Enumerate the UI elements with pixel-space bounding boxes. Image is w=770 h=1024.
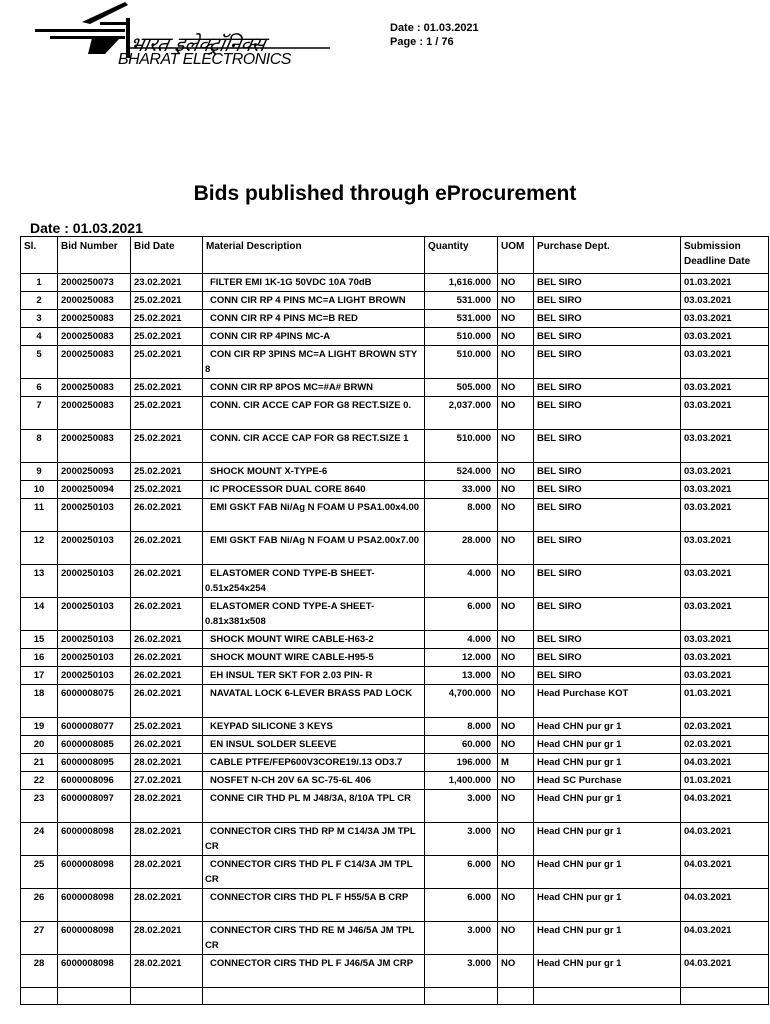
row-quantity: 4.000 <box>425 631 498 649</box>
row-uom: NO <box>498 889 534 922</box>
row-uom: NO <box>498 685 534 718</box>
row-bid-number: 2000250083 <box>58 328 131 346</box>
row-purchase-dept: Head CHN pur gr 1 <box>534 955 681 988</box>
empty-cell <box>534 988 681 1005</box>
row-sl: 20 <box>21 736 58 754</box>
row-uom: NO <box>498 667 534 685</box>
row-sl: 6 <box>21 379 58 397</box>
row-bid-number: 6000008096 <box>58 772 131 790</box>
row-bid-number: 2000250103 <box>58 649 131 667</box>
table-row <box>21 685 769 718</box>
row-bid-number: 2000250083 <box>58 430 131 463</box>
row-bid-date: 26.02.2021 <box>131 499 203 532</box>
row-bid-number: 6000008075 <box>58 685 131 718</box>
logo-hindi-text: भारत इलेक्ट्रॉनिक्स <box>127 32 268 56</box>
row-bid-date: 26.02.2021 <box>131 532 203 565</box>
row-purchase-dept: BEL SIRO <box>534 598 681 631</box>
row-sl: 8 <box>21 430 58 463</box>
empty-cell <box>498 988 534 1005</box>
table-row <box>21 790 769 823</box>
row-purchase-dept: BEL SIRO <box>534 430 681 463</box>
row-purchase-dept: Head CHN pur gr 1 <box>534 823 681 856</box>
row-bid-date: 26.02.2021 <box>131 565 203 598</box>
row-quantity: 196.000 <box>425 754 498 772</box>
row-bid-date: 25.02.2021 <box>131 481 203 499</box>
row-bid-number: 2000250073 <box>58 274 131 292</box>
row-quantity: 8.000 <box>425 718 498 736</box>
row-quantity: 6.000 <box>425 889 498 922</box>
row-purchase-dept: BEL SIRO <box>534 565 681 598</box>
row-material-description: CONNE CIR THD PL M J48/3A, 8/10A TPL CR <box>203 790 425 823</box>
row-material-description: NOSFET N-CH 20V 6A SC-75-6L 406 <box>203 772 425 790</box>
empty-cell <box>203 988 425 1005</box>
row-bid-date: 26.02.2021 <box>131 598 203 631</box>
row-material-description: CONN. CIR ACCE CAP FOR G8 RECT.SIZE 0. <box>203 397 425 430</box>
table-row <box>21 598 769 631</box>
row-sl: 3 <box>21 310 58 328</box>
row-submission-deadline: 04.03.2021 <box>681 823 769 856</box>
row-bid-number: 6000008098 <box>58 856 131 889</box>
table-row <box>21 736 769 754</box>
table-body <box>21 274 769 1005</box>
row-purchase-dept: BEL SIRO <box>534 346 681 379</box>
row-submission-deadline: 02.03.2021 <box>681 718 769 736</box>
row-purchase-dept: Head CHN pur gr 1 <box>534 922 681 955</box>
page-number: Page : 1 / 76 <box>390 36 454 48</box>
row-bid-date: 28.02.2021 <box>131 823 203 856</box>
row-quantity: 6.000 <box>425 856 498 889</box>
row-purchase-dept: BEL SIRO <box>534 649 681 667</box>
row-material-description: CONNECTOR CIRS THD PL F H55/5A B CRP <box>203 889 425 922</box>
row-purchase-dept: Head CHN pur gr 1 <box>534 856 681 889</box>
col-header-purchase-dept: Purchase Dept. <box>534 237 681 274</box>
row-bid-date: 26.02.2021 <box>131 667 203 685</box>
table-row <box>21 772 769 790</box>
row-quantity: 3.000 <box>425 955 498 988</box>
row-uom: NO <box>498 922 534 955</box>
row-quantity: 510.000 <box>425 346 498 379</box>
row-quantity: 6.000 <box>425 598 498 631</box>
row-quantity: 4.000 <box>425 565 498 598</box>
row-bid-date: 25.02.2021 <box>131 346 203 379</box>
row-sl: 14 <box>21 598 58 631</box>
row-submission-deadline: 03.03.2021 <box>681 499 769 532</box>
row-sl: 28 <box>21 955 58 988</box>
row-submission-deadline: 03.03.2021 <box>681 649 769 667</box>
row-uom: NO <box>498 565 534 598</box>
row-sl: 24 <box>21 823 58 856</box>
row-uom: NO <box>498 718 534 736</box>
table-row <box>21 823 769 856</box>
row-material-description: CONNECTOR CIRS THD PL F J46/5A JM CRP <box>203 955 425 988</box>
table-row <box>21 922 769 955</box>
row-submission-deadline: 04.03.2021 <box>681 955 769 988</box>
row-sl: 25 <box>21 856 58 889</box>
row-purchase-dept: BEL SIRO <box>534 397 681 430</box>
row-submission-deadline: 01.03.2021 <box>681 772 769 790</box>
row-material-description: CONNECTOR CIRS THD RP M C14/3A JM TPL CR <box>203 823 425 856</box>
row-bid-date: 25.02.2021 <box>131 430 203 463</box>
row-material-description: KEYPAD SILICONE 3 KEYS <box>203 718 425 736</box>
row-bid-number: 2000250103 <box>58 598 131 631</box>
page-title: Bids published through eProcurement <box>193 182 577 205</box>
row-material-description: NAVATAL LOCK 6-LEVER BRASS PAD LOCK <box>203 685 425 718</box>
row-purchase-dept: BEL SIRO <box>534 481 681 499</box>
row-purchase-dept: BEL SIRO <box>534 499 681 532</box>
row-quantity: 13.000 <box>425 667 498 685</box>
row-purchase-dept: Head CHN pur gr 1 <box>534 790 681 823</box>
row-quantity: 524.000 <box>425 463 498 481</box>
row-material-description: CONNECTOR CIRS THD RE M J46/5A JM TPL CR <box>203 922 425 955</box>
row-quantity: 60.000 <box>425 736 498 754</box>
row-sl: 27 <box>21 922 58 955</box>
row-submission-deadline: 03.03.2021 <box>681 598 769 631</box>
row-bid-date: 28.02.2021 <box>131 856 203 889</box>
row-submission-deadline: 03.03.2021 <box>681 565 769 598</box>
row-bid-number: 2000250103 <box>58 499 131 532</box>
row-uom: NO <box>498 790 534 823</box>
row-bid-date: 28.02.2021 <box>131 790 203 823</box>
row-bid-number: 2000250103 <box>58 565 131 598</box>
row-purchase-dept: Head CHN pur gr 1 <box>534 736 681 754</box>
empty-cell <box>131 988 203 1005</box>
row-sl: 19 <box>21 718 58 736</box>
row-bid-number: 6000008085 <box>58 736 131 754</box>
row-material-description: CONN CIR RP 4 PINS MC=A LIGHT BROWN <box>203 292 425 310</box>
table-row <box>21 463 769 481</box>
row-bid-number: 6000008097 <box>58 790 131 823</box>
row-sl: 10 <box>21 481 58 499</box>
row-uom: NO <box>498 772 534 790</box>
row-sl: 9 <box>21 463 58 481</box>
row-uom: NO <box>498 292 534 310</box>
row-quantity: 28.000 <box>425 532 498 565</box>
row-bid-date: 23.02.2021 <box>131 274 203 292</box>
row-submission-deadline: 04.03.2021 <box>681 922 769 955</box>
row-submission-deadline: 03.03.2021 <box>681 667 769 685</box>
row-bid-number: 6000008095 <box>58 754 131 772</box>
row-bid-number: 2000250083 <box>58 346 131 379</box>
row-submission-deadline: 03.03.2021 <box>681 397 769 430</box>
row-quantity: 3.000 <box>425 823 498 856</box>
bids-table <box>20 236 769 1005</box>
row-material-description: CONN CIR RP 4PINS MC-A <box>203 328 425 346</box>
row-quantity: 33.000 <box>425 481 498 499</box>
row-uom: NO <box>498 328 534 346</box>
row-bid-date: 25.02.2021 <box>131 310 203 328</box>
row-bid-date: 28.02.2021 <box>131 922 203 955</box>
row-uom: NO <box>498 463 534 481</box>
row-submission-deadline: 03.03.2021 <box>681 379 769 397</box>
row-material-description: FILTER EMI 1K-1G 50VDC 10A 70dB <box>203 274 425 292</box>
row-bid-date: 26.02.2021 <box>131 736 203 754</box>
row-bid-date: 25.02.2021 <box>131 397 203 430</box>
row-quantity: 510.000 <box>425 430 498 463</box>
row-sl: 1 <box>21 274 58 292</box>
report-date: Date : 01.03.2021 <box>30 220 143 236</box>
row-purchase-dept: Head CHN pur gr 1 <box>534 754 681 772</box>
row-quantity: 505.000 <box>425 379 498 397</box>
row-material-description: CONNECTOR CIRS THD PL F C14/3A JM TPL CR <box>203 856 425 889</box>
row-sl: 23 <box>21 790 58 823</box>
row-material-description: CON CIR RP 3PINS MC=A LIGHT BROWN STY 8 <box>203 346 425 379</box>
row-uom: NO <box>498 481 534 499</box>
row-quantity: 510.000 <box>425 328 498 346</box>
row-quantity: 531.000 <box>425 292 498 310</box>
table-row-empty <box>21 988 769 1005</box>
row-purchase-dept: BEL SIRO <box>534 292 681 310</box>
row-uom: NO <box>498 379 534 397</box>
table-row <box>21 379 769 397</box>
row-bid-date: 25.02.2021 <box>131 718 203 736</box>
row-purchase-dept: BEL SIRO <box>534 328 681 346</box>
row-bid-number: 6000008098 <box>58 922 131 955</box>
row-uom: NO <box>498 856 534 889</box>
row-material-description: CABLE PTFE/FEP600V3CORE19/.13 OD3.7 <box>203 754 425 772</box>
row-bid-date: 28.02.2021 <box>131 955 203 988</box>
row-quantity: 2,037.000 <box>425 397 498 430</box>
row-sl: 16 <box>21 649 58 667</box>
row-material-description: ELASTOMER COND TYPE-A SHEET-0.81x381x508 <box>203 598 425 631</box>
table-row <box>21 649 769 667</box>
col-header-bid-number: Bid Number <box>58 237 131 274</box>
table-row <box>21 889 769 922</box>
row-bid-number: 2000250103 <box>58 532 131 565</box>
row-quantity: 1,400.000 <box>425 772 498 790</box>
row-material-description: CONN CIR RP 4 PINS MC=B RED <box>203 310 425 328</box>
row-bid-date: 25.02.2021 <box>131 463 203 481</box>
row-quantity: 1,616.000 <box>425 274 498 292</box>
row-uom: NO <box>498 346 534 379</box>
row-purchase-dept: BEL SIRO <box>534 379 681 397</box>
row-submission-deadline: 02.03.2021 <box>681 736 769 754</box>
row-quantity: 3.000 <box>425 922 498 955</box>
row-purchase-dept: BEL SIRO <box>534 631 681 649</box>
row-purchase-dept: Head CHN pur gr 1 <box>534 889 681 922</box>
table-row <box>21 430 769 463</box>
row-sl: 15 <box>21 631 58 649</box>
table-row <box>21 328 769 346</box>
row-uom: NO <box>498 631 534 649</box>
row-sl: 12 <box>21 532 58 565</box>
row-uom: NO <box>498 532 534 565</box>
table-row <box>21 631 769 649</box>
row-submission-deadline: 03.03.2021 <box>681 310 769 328</box>
row-bid-number: 6000008098 <box>58 823 131 856</box>
header-date: Date : 01.03.2021 <box>390 22 479 34</box>
row-material-description: ELASTOMER COND TYPE-B SHEET-0.51x254x254 <box>203 565 425 598</box>
row-purchase-dept: BEL SIRO <box>534 532 681 565</box>
row-uom: NO <box>498 310 534 328</box>
row-quantity: 8.000 <box>425 499 498 532</box>
row-submission-deadline: 01.03.2021 <box>681 274 769 292</box>
row-bid-date: 26.02.2021 <box>131 685 203 718</box>
row-submission-deadline: 03.03.2021 <box>681 328 769 346</box>
row-uom: NO <box>498 598 534 631</box>
logo-english-text: BHARAT ELECTRONICS <box>118 51 291 68</box>
col-header-sl: Sl. <box>21 237 58 274</box>
col-header-submission-deadline: Submission Deadline Date <box>681 237 769 274</box>
row-sl: 13 <box>21 565 58 598</box>
table-row <box>21 397 769 430</box>
row-submission-deadline: 01.03.2021 <box>681 685 769 718</box>
row-sl: 2 <box>21 292 58 310</box>
row-bid-number: 2000250103 <box>58 631 131 649</box>
row-uom: NO <box>498 274 534 292</box>
table-row <box>21 754 769 772</box>
row-bid-date: 25.02.2021 <box>131 379 203 397</box>
row-submission-deadline: 03.03.2021 <box>681 532 769 565</box>
table-row <box>21 718 769 736</box>
row-quantity: 12.000 <box>425 649 498 667</box>
table-row <box>21 310 769 328</box>
row-material-description: EMI GSKT FAB Ni/Ag N FOAM U PSA2.00x7.00 <box>203 532 425 565</box>
row-bid-number: 2000250103 <box>58 667 131 685</box>
row-sl: 18 <box>21 685 58 718</box>
row-sl: 11 <box>21 499 58 532</box>
row-quantity: 4,700.000 <box>425 685 498 718</box>
table-row <box>21 955 769 988</box>
row-submission-deadline: 03.03.2021 <box>681 631 769 649</box>
row-uom: NO <box>498 955 534 988</box>
row-submission-deadline: 03.03.2021 <box>681 346 769 379</box>
row-uom: NO <box>498 397 534 430</box>
col-header-quantity: Quantity <box>425 237 498 274</box>
header-meta <box>390 21 479 49</box>
table-row <box>21 499 769 532</box>
row-bid-number: 2000250083 <box>58 310 131 328</box>
empty-cell <box>425 988 498 1005</box>
table-row <box>21 532 769 565</box>
row-submission-deadline: 03.03.2021 <box>681 292 769 310</box>
row-submission-deadline: 03.03.2021 <box>681 463 769 481</box>
row-purchase-dept: Head Purchase KOT <box>534 685 681 718</box>
row-submission-deadline: 03.03.2021 <box>681 481 769 499</box>
row-quantity: 3.000 <box>425 790 498 823</box>
empty-cell <box>681 988 769 1005</box>
row-sl: 26 <box>21 889 58 922</box>
table-row <box>21 667 769 685</box>
empty-cell <box>21 988 58 1005</box>
row-purchase-dept: Head SC Purchase <box>534 772 681 790</box>
row-material-description: EN INSUL SOLDER SLEEVE <box>203 736 425 754</box>
table-row <box>21 346 769 379</box>
row-uom: NO <box>498 430 534 463</box>
empty-cell <box>58 988 131 1005</box>
row-bid-date: 28.02.2021 <box>131 754 203 772</box>
table-row <box>21 565 769 598</box>
row-submission-deadline: 03.03.2021 <box>681 430 769 463</box>
col-header-material-description: Material Description <box>203 237 425 274</box>
row-material-description: CONN CIR RP 8POS MC=#A# BRWN <box>203 379 425 397</box>
row-bid-number: 2000250094 <box>58 481 131 499</box>
row-material-description: IC PROCESSOR DUAL CORE 8640 <box>203 481 425 499</box>
row-bid-date: 26.02.2021 <box>131 631 203 649</box>
row-purchase-dept: BEL SIRO <box>534 310 681 328</box>
row-material-description: EH INSUL TER SKT FOR 2.03 PIN- R <box>203 667 425 685</box>
row-uom: NO <box>498 736 534 754</box>
row-purchase-dept: Head CHN pur gr 1 <box>534 718 681 736</box>
row-material-description: SHOCK MOUNT X-TYPE-6 <box>203 463 425 481</box>
row-material-description: CONN. CIR ACCE CAP FOR G8 RECT.SIZE 1 <box>203 430 425 463</box>
col-header-bid-date: Bid Date <box>131 237 203 274</box>
row-bid-number: 6000008077 <box>58 718 131 736</box>
row-sl: 7 <box>21 397 58 430</box>
row-uom: NO <box>498 823 534 856</box>
row-bid-date: 25.02.2021 <box>131 328 203 346</box>
row-material-description: SHOCK MOUNT WIRE CABLE-H95-5 <box>203 649 425 667</box>
table-row <box>21 292 769 310</box>
row-purchase-dept: BEL SIRO <box>534 667 681 685</box>
table-header-row <box>21 237 769 274</box>
row-material-description: SHOCK MOUNT WIRE CABLE-H63-2 <box>203 631 425 649</box>
row-sl: 4 <box>21 328 58 346</box>
row-bid-number: 2000250083 <box>58 379 131 397</box>
row-sl: 17 <box>21 667 58 685</box>
row-bid-number: 6000008098 <box>58 889 131 922</box>
row-submission-deadline: 04.03.2021 <box>681 790 769 823</box>
row-uom: M <box>498 754 534 772</box>
table-row <box>21 274 769 292</box>
row-purchase-dept: BEL SIRO <box>534 463 681 481</box>
row-bid-date: 27.02.2021 <box>131 772 203 790</box>
row-submission-deadline: 04.03.2021 <box>681 889 769 922</box>
table-row <box>21 856 769 889</box>
row-uom: NO <box>498 649 534 667</box>
row-bid-date: 25.02.2021 <box>131 292 203 310</box>
row-quantity: 531.000 <box>425 310 498 328</box>
row-uom: NO <box>498 499 534 532</box>
row-bid-number: 2000250093 <box>58 463 131 481</box>
row-sl: 21 <box>21 754 58 772</box>
col-header-uom: UOM <box>498 237 534 274</box>
row-bid-date: 28.02.2021 <box>131 889 203 922</box>
row-purchase-dept: BEL SIRO <box>534 274 681 292</box>
row-bid-number: 6000008098 <box>58 955 131 988</box>
row-sl: 5 <box>21 346 58 379</box>
company-logo <box>30 2 340 72</box>
row-bid-number: 2000250083 <box>58 292 131 310</box>
row-bid-date: 26.02.2021 <box>131 649 203 667</box>
row-sl: 22 <box>21 772 58 790</box>
row-submission-deadline: 04.03.2021 <box>681 856 769 889</box>
row-submission-deadline: 04.03.2021 <box>681 754 769 772</box>
row-material-description: EMI GSKT FAB Ni/Ag N FOAM U PSA1.00x4.00 <box>203 499 425 532</box>
row-bid-number: 2000250083 <box>58 397 131 430</box>
table-row <box>21 481 769 499</box>
